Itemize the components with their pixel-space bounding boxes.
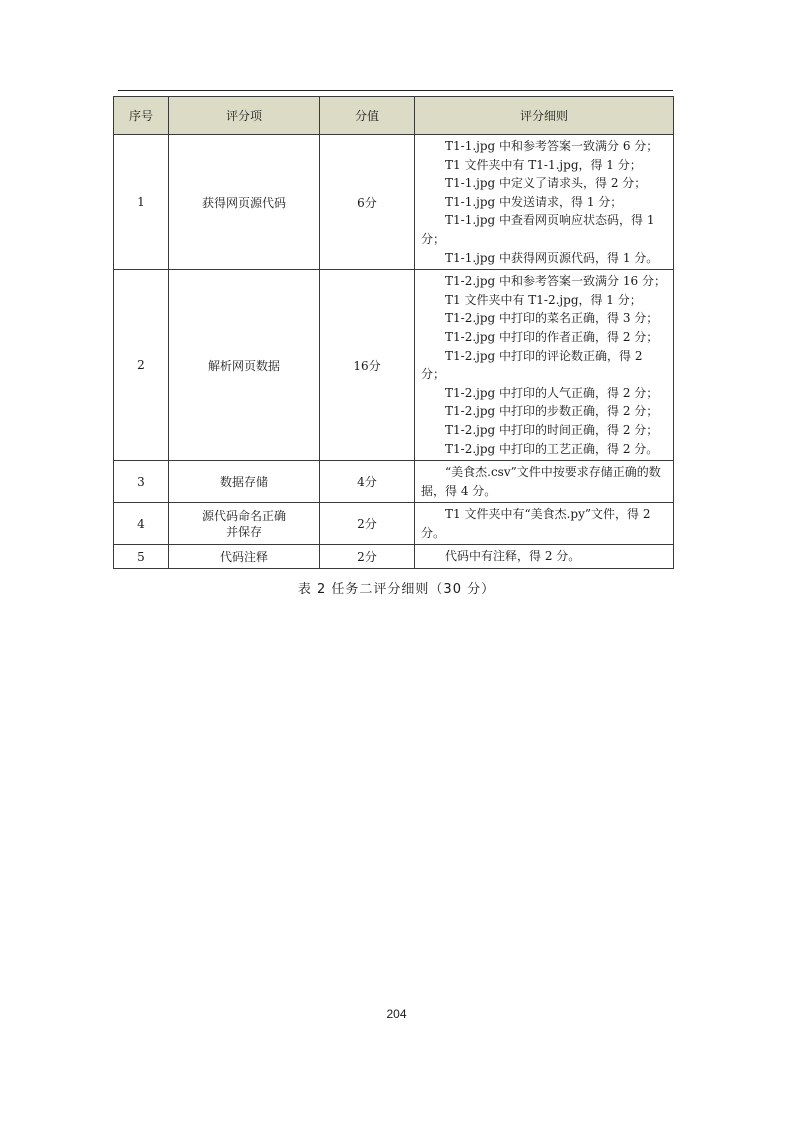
detail-line: T1-1.jpg 中查看网页响应状态码，得 1分； xyxy=(421,213,655,246)
row-score: 16分 xyxy=(320,270,415,461)
detail-line: T1-2.jpg 中打印的菜名正确，得 3 分； xyxy=(445,311,659,326)
detail-line: T1-2.jpg 中打印的作者正确，得 2 分； xyxy=(445,329,659,344)
detail-line: T1-1.jpg 中定义了请求头，得 2 分； xyxy=(445,176,647,191)
row-no: 5 xyxy=(114,545,169,569)
header-details: 评分细则 xyxy=(415,97,674,135)
detail-line: T1-2.jpg 中打印的工艺正确，得 2 分。 xyxy=(445,441,659,456)
row-details xyxy=(415,135,674,270)
table-row xyxy=(114,135,674,270)
row-item: 获得网页源代码 xyxy=(169,135,320,270)
detail-line: T1-2.jpg 中打印的人气正确，得 2 分； xyxy=(445,385,659,400)
table-caption: 表 2 任务二评分细则（30 分） xyxy=(297,582,496,597)
table-row xyxy=(114,545,674,569)
scoring-table xyxy=(113,96,674,569)
header-item: 评分项 xyxy=(169,97,320,135)
detail-line: T1-1.jpg 中获得网页源代码，得 1 分。 xyxy=(445,250,659,265)
detail-line: T1 文件夹中有“美食杰.py”文件，得 2 分。 xyxy=(421,507,651,540)
table-row xyxy=(114,503,674,545)
header-score: 分值 xyxy=(320,97,415,135)
detail-line: T1-1.jpg 中发送请求，得 1 分； xyxy=(445,194,623,209)
row-item: 解析网页数据 xyxy=(169,270,320,461)
header-no: 序号 xyxy=(114,97,169,135)
detail-line: T1-1.jpg 中和参考答案一致满分 6 分； xyxy=(445,139,659,153)
detail-line: T1-2.jpg 中打印的步数正确，得 2 分； xyxy=(445,404,659,419)
row-details xyxy=(415,461,674,503)
row-details xyxy=(415,545,674,569)
detail-line: “美食杰.csv”文件中按要求存储正确的数据，得 4 分。 xyxy=(421,465,661,498)
row-item: 源代码命名正确并保存 xyxy=(169,503,320,545)
detail-line: T1-2.jpg 中打印的评论数正确，得 2 分； xyxy=(421,348,643,382)
detail-line: 代码中有注释，得 2 分。 xyxy=(445,549,581,564)
detail-line: T1 文件夹中有 T1-2.jpg，得 1 分； xyxy=(445,292,642,307)
row-no: 2 xyxy=(114,270,169,461)
detail-line: T1 文件夹中有 T1-1.jpg，得 1 分； xyxy=(445,157,642,172)
row-no: 3 xyxy=(114,461,169,503)
table-row xyxy=(114,461,674,503)
detail-line: T1-2.jpg 中打印的时间正确，得 2 分； xyxy=(445,422,659,437)
row-details xyxy=(415,270,674,461)
page-number: 204 xyxy=(386,1007,407,1021)
row-no: 1 xyxy=(114,135,169,270)
table-row xyxy=(114,270,674,461)
row-details xyxy=(415,503,674,545)
table-header-row xyxy=(114,97,674,135)
row-item: 代码注释 xyxy=(169,545,320,569)
header-rule xyxy=(118,90,673,91)
row-score: 6分 xyxy=(320,135,415,270)
row-item: 数据存储 xyxy=(169,461,320,503)
row-score: 4分 xyxy=(320,461,415,503)
row-no: 4 xyxy=(114,503,169,545)
detail-line: T1-2.jpg 中和参考答案一致满分 16 分； xyxy=(445,274,666,289)
row-score: 2分 xyxy=(320,545,415,569)
row-score: 2分 xyxy=(320,503,415,545)
